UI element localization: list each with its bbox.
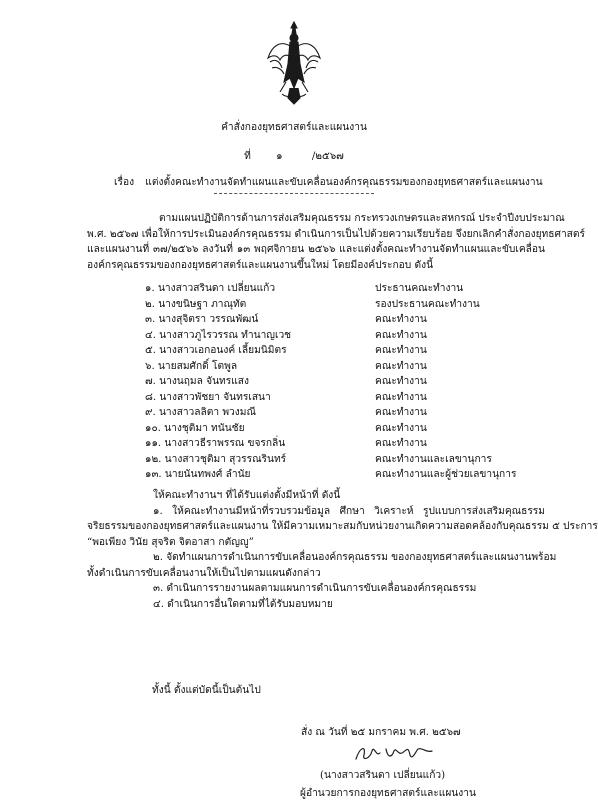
member-role: คณะทำงาน — [375, 329, 427, 341]
order-number-year: /๒๕๖๗ — [311, 151, 344, 162]
member-row — [145, 405, 545, 421]
duties-line: ๓. ดำเนินการรายงานผลตามแผนการดำเนินการขับเคลื่อนองค์กรคุณธรรม — [153, 583, 477, 594]
member-row — [145, 281, 545, 297]
duties-line: ๒. จัดทำแผนการดำเนินการขับเคลื่อนองค์กรคุณธรรม ของกองยุทธศาสตร์และแผนงานพร้อม — [153, 552, 557, 563]
member-name: ๑๑. นางสาวธีราพรรณ ขจรกลิ่น — [145, 438, 286, 449]
member-name: ๖. นายสมศักดิ์ โตพูล — [145, 360, 238, 372]
member-name: ๒. นางขนิษฐา ภาณุทัต — [145, 298, 247, 310]
member-name: ๓. นางสุจิตรา วรรณพัฒน์ — [145, 314, 259, 325]
member-name: ๑๒. นางสาวชุติมา สุวรรณรินทร์ — [145, 453, 287, 465]
member-role: คณะทำงาน — [375, 314, 427, 325]
member-role: คณะทำงาน — [375, 345, 427, 356]
member-row — [145, 359, 545, 375]
member-role: รองประธานคณะทำงาน — [375, 298, 480, 310]
member-name: ๕. นางสาวเอกอนงค์ เลี้ยมนิมิตร — [145, 345, 287, 356]
member-row — [145, 390, 545, 406]
signer-title: ผู้อำนวยการกองยุทธศาสตร์และแผนงาน — [300, 788, 476, 799]
member-role: คณะทำงาน — [375, 391, 427, 403]
intro-paragraph — [87, 211, 585, 273]
closing-text: ทั้งนี้ ตั้งแต่บัดนี้เป็นต้นไป — [152, 685, 261, 696]
duties-line: ให้คณะทำงานฯ ที่ได้รับแต่งตั้งมีหน้าที่ ดังนี้ — [153, 490, 341, 501]
signing-date: สั่ง ณ วันที่ ๒๕ มกราคม พ.ศ. ๒๕๖๗ — [301, 727, 461, 738]
member-row — [145, 297, 545, 313]
order-title: คำสั่งกองยุทธศาสตร์และแผนงาน — [221, 122, 367, 133]
duties-line: ๑. ให้คณะทำงานมีหน้าที่รวบรวมข้อมูล ศึกษา วิเคราะห์ รูปแบบการส่งเสริมคุณธรรม — [153, 505, 545, 517]
member-row — [145, 312, 545, 328]
member-role: คณะทำงานและผู้ช่วยเลขานุการ — [375, 469, 517, 480]
subject-text: แต่งตั้งคณะทำงานจัดทำแผนและขับเคลื่อนองค์กรคุณธรรมของกองยุทธศาสตร์และแผนงาน — [145, 177, 543, 188]
garuda-emblem-icon — [266, 18, 322, 110]
member-row — [145, 467, 545, 483]
signer-name: (นางสาวสรินดา เปลี่ยนแก้ว) — [320, 770, 446, 781]
member-row — [145, 343, 545, 359]
subject-label: เรื่อง — [114, 177, 135, 188]
handwritten-signature — [352, 739, 438, 767]
intro-line: ตามแผนปฏิบัติการด้านการส่งเสริมคุณธรรม กระทรวงเกษตรและสหกรณ์ ประจำปีงบประมาณ — [159, 213, 565, 224]
member-role: คณะทำงาน — [375, 376, 427, 387]
order-number — [0, 150, 588, 164]
member-row — [145, 421, 545, 437]
member-row — [145, 436, 545, 452]
intro-line: องค์กรคุณธรรมของกองยุทธศาสตร์และแผนงานขึ้นใหม่ โดยมีองค์ประกอบ ดังนี้ — [87, 259, 434, 271]
member-role: ประธานคณะทำงาน — [375, 283, 464, 294]
member-role: คณะทำงานและเลขานุการ — [375, 453, 492, 465]
order-number-value: ๑ — [276, 151, 283, 162]
member-name: ๑๐. นางชุติมา ทนันชัย — [145, 422, 245, 434]
member-row — [145, 328, 545, 344]
member-name: ๗. นางนฤมล จันทรแสง — [145, 376, 250, 387]
member-role: คณะทำงาน — [375, 360, 427, 372]
member-name: ๘. นางสาวพัชยา จันทรเสนา — [145, 391, 271, 403]
duties-line: “พอเพียง วินัย สุจริต จิตอาสา กตัญญู” — [87, 536, 254, 548]
member-name: ๑๓. นายนันทพงศ์ ลำนัย — [145, 469, 251, 480]
member-name: ๙. นางสาวลลิตา พวงมณี — [145, 407, 256, 418]
intro-line: และแผนงานที่ ๓๗/๒๕๖๖ ลงวันที่ ๑๓ พฤศจิกายน ๒๕๖๖ และแต่งตั้งคณะทำงานจัดทำแผนและขับเคลื่อน — [87, 244, 545, 255]
member-role: คณะทำงาน — [375, 422, 427, 434]
member-name: ๔. นางสาวภูไรวรรณ ทำนาญเวช — [145, 329, 292, 341]
member-row — [145, 452, 545, 468]
intro-line: พ.ศ. ๒๕๖๗ เพื่อให้การประเมินองค์กรคุณธรรม ดำเนินการเป็นไปด้วยความเรียบร้อย จึงยกเลิกคำสั่งกองยุทธศาสตร์ — [87, 228, 585, 240]
order-number-prefix: ที่ — [244, 151, 251, 162]
duties-line: จริยธรรมของกองยุทธศาสตร์และแผนงาน ให้มีความเหมาะสมกับหน่วยงานเกิดความสอดคล้องกับคุณธรรม ๕ ประการ — [87, 521, 598, 532]
order-subject — [114, 176, 543, 190]
member-name: ๑. นางสาวสรินดา เปลี่ยนแก้ว — [145, 283, 276, 294]
divider — [214, 193, 374, 194]
duties-paragraph — [87, 488, 598, 612]
member-role: คณะทำงาน — [375, 407, 427, 418]
member-list — [145, 281, 545, 483]
duties-line: ทั้งดำเนินการขับเคลื่อนงานให้เป็นไปตามแผนดังกล่าว — [87, 567, 321, 579]
member-row — [145, 374, 545, 390]
member-role: คณะทำงาน — [375, 438, 427, 449]
duties-line: ๔. ดำเนินการอื่นใดตามที่ได้รับมอบหมาย — [153, 598, 333, 610]
